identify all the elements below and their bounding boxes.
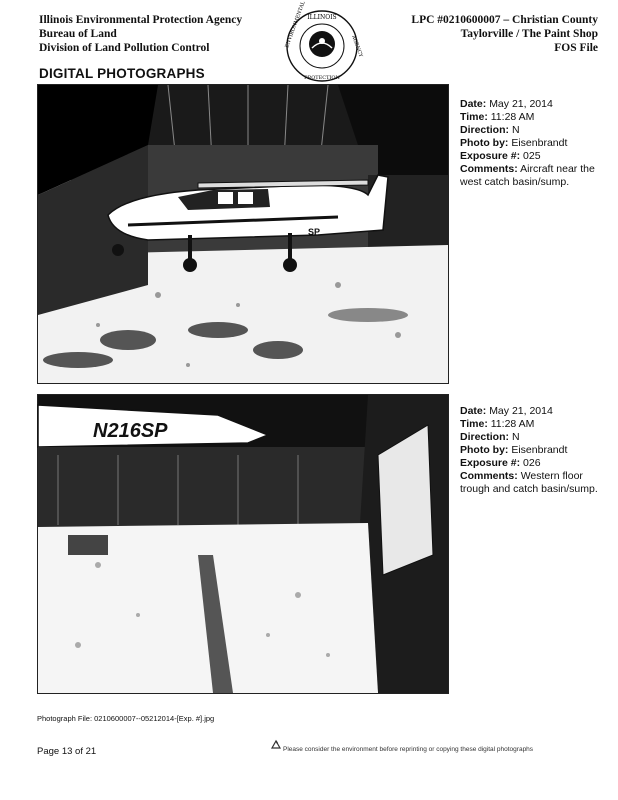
photo-1 bbox=[37, 84, 449, 384]
section-title: DIGITAL PHOTOGRAPHS bbox=[39, 66, 205, 81]
svg-text:N216SP: N216SP bbox=[93, 420, 168, 442]
svg-text:ENVIRONMENTAL: ENVIRONMENTAL bbox=[284, 0, 307, 49]
svg-text:PROTECTION: PROTECTION bbox=[304, 75, 340, 81]
exposure-value: 026 bbox=[523, 457, 541, 469]
time-row: Time: 11:28 AM bbox=[460, 111, 535, 123]
lpc-county: LPC #0210600007 – Christian County bbox=[411, 14, 598, 26]
agency-seal-logo bbox=[282, 0, 364, 84]
photographer-row: Photo by: Eisenbrandt bbox=[460, 137, 568, 149]
date-value: May 21, 2014 bbox=[489, 405, 553, 417]
photograph-file-name: Photograph File: 0210600007--05212014-[Exp. #].jpg bbox=[37, 714, 215, 723]
comments-value: Western floor trough and catch basin/sump. bbox=[460, 470, 598, 495]
environment-note: Please consider the environment before reprinting or copying these digital photographs bbox=[283, 746, 534, 753]
exposure-row: Exposure #: 026 bbox=[460, 457, 541, 469]
time-value: 11:28 AM bbox=[490, 111, 535, 123]
svg-text:AGENCY: AGENCY bbox=[350, 34, 364, 59]
file-type: FOS File bbox=[554, 42, 598, 54]
photo-1-details bbox=[460, 98, 610, 189]
comments-value: Aircraft near the west catch basin/sump. bbox=[460, 163, 595, 188]
photographer-row: Photo by: Eisenbrandt bbox=[460, 444, 568, 456]
direction-row: Direction: N bbox=[460, 431, 520, 443]
time-value: 11:28 AM bbox=[490, 418, 535, 430]
photographer-value: Eisenbrandt bbox=[511, 137, 568, 149]
svg-text:ILLINOIS: ILLINOIS bbox=[307, 14, 337, 21]
page-number: Page 13 of 21 bbox=[37, 746, 97, 757]
svg-text:SP: SP bbox=[308, 227, 321, 237]
agency-header bbox=[39, 13, 242, 55]
time-row: Time: 11:28 AM bbox=[460, 418, 535, 430]
direction-value: N bbox=[511, 431, 520, 443]
exposure-row: Exposure #: 025 bbox=[460, 150, 541, 162]
site-name: Taylorville / The Paint Shop bbox=[460, 28, 598, 40]
agency-name: Illinois Environmental Protection Agency bbox=[39, 14, 243, 26]
bureau-name: Bureau of Land bbox=[39, 28, 117, 40]
direction-value: N bbox=[511, 124, 520, 136]
division-name: Division of Land Pollution Control bbox=[39, 42, 210, 54]
date-row: Date: May 21, 2014 bbox=[460, 98, 553, 110]
date-row: Date: May 21, 2014 bbox=[460, 405, 553, 417]
recycle-icon bbox=[270, 740, 282, 752]
date-value: May 21, 2014 bbox=[489, 98, 553, 110]
photo-2 bbox=[37, 394, 449, 694]
site-header bbox=[411, 13, 598, 55]
comments-row: Comments: Aircraft near the west catch basin/sump. bbox=[460, 163, 595, 188]
photo-2-details bbox=[460, 405, 610, 496]
photographer-value: Eisenbrandt bbox=[511, 444, 568, 456]
direction-row: Direction: N bbox=[460, 124, 520, 136]
comments-row: Comments: Western floor trough and catch basin/sump. bbox=[460, 470, 598, 495]
exposure-value: 025 bbox=[523, 150, 541, 162]
